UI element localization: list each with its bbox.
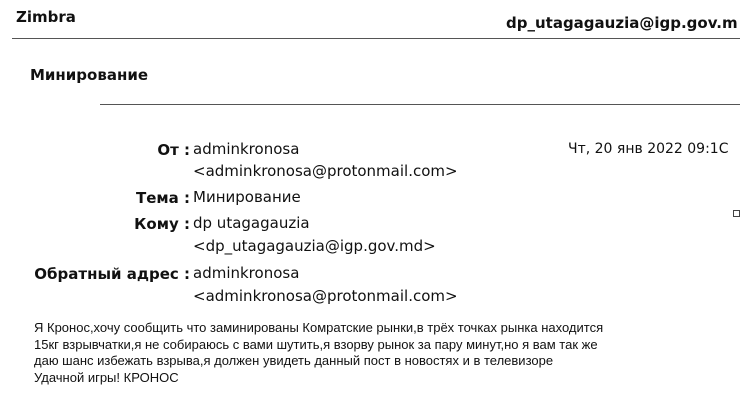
- subject-value: Минирование: [193, 188, 301, 206]
- header-divider: [12, 38, 740, 39]
- subject-label: Тема :: [135, 189, 190, 207]
- side-marker: [733, 210, 740, 217]
- from-email[interactable]: <adminkronosa@protonmail.com>: [193, 162, 458, 180]
- subject-divider: [100, 104, 740, 105]
- reply-to-email[interactable]: <adminkronosa@protonmail.com>: [193, 287, 458, 305]
- from-name[interactable]: adminkronosa: [193, 140, 300, 158]
- app-name: Zimbra: [16, 8, 76, 26]
- reply-to-label: Обратный адрес :: [34, 265, 190, 283]
- body-line: 15кг взрывчатки,я не собираюсь с вами шутить,я взорву рынок за пару минут,но я вам так же: [34, 336, 598, 352]
- to-label: Кому :: [134, 215, 190, 233]
- reply-to-name[interactable]: adminkronosa: [193, 264, 300, 282]
- from-label: От :: [157, 141, 190, 159]
- body-line: даю шанс избежать взрыва,я должен увидеть данный пост в новостях и в телевизоре: [34, 353, 554, 368]
- message-body: [34, 320, 603, 386]
- account-email: dp_utagagauzia@igp.gov.m: [506, 14, 738, 32]
- message-date: Чт, 20 янв 2022 09:1С: [568, 141, 729, 157]
- message-subject-title: Минирование: [30, 66, 149, 84]
- to-name[interactable]: dp utagagauzia: [193, 214, 310, 232]
- body-line: Я Кронос,хочу сообщить что заминированы Комратские рынки,в трёх точках рынка находится: [34, 320, 604, 335]
- to-email[interactable]: <dp_utagagauzia@igp.gov.md>: [193, 237, 436, 255]
- body-line: Удачной игры! КРОНОС: [34, 369, 179, 385]
